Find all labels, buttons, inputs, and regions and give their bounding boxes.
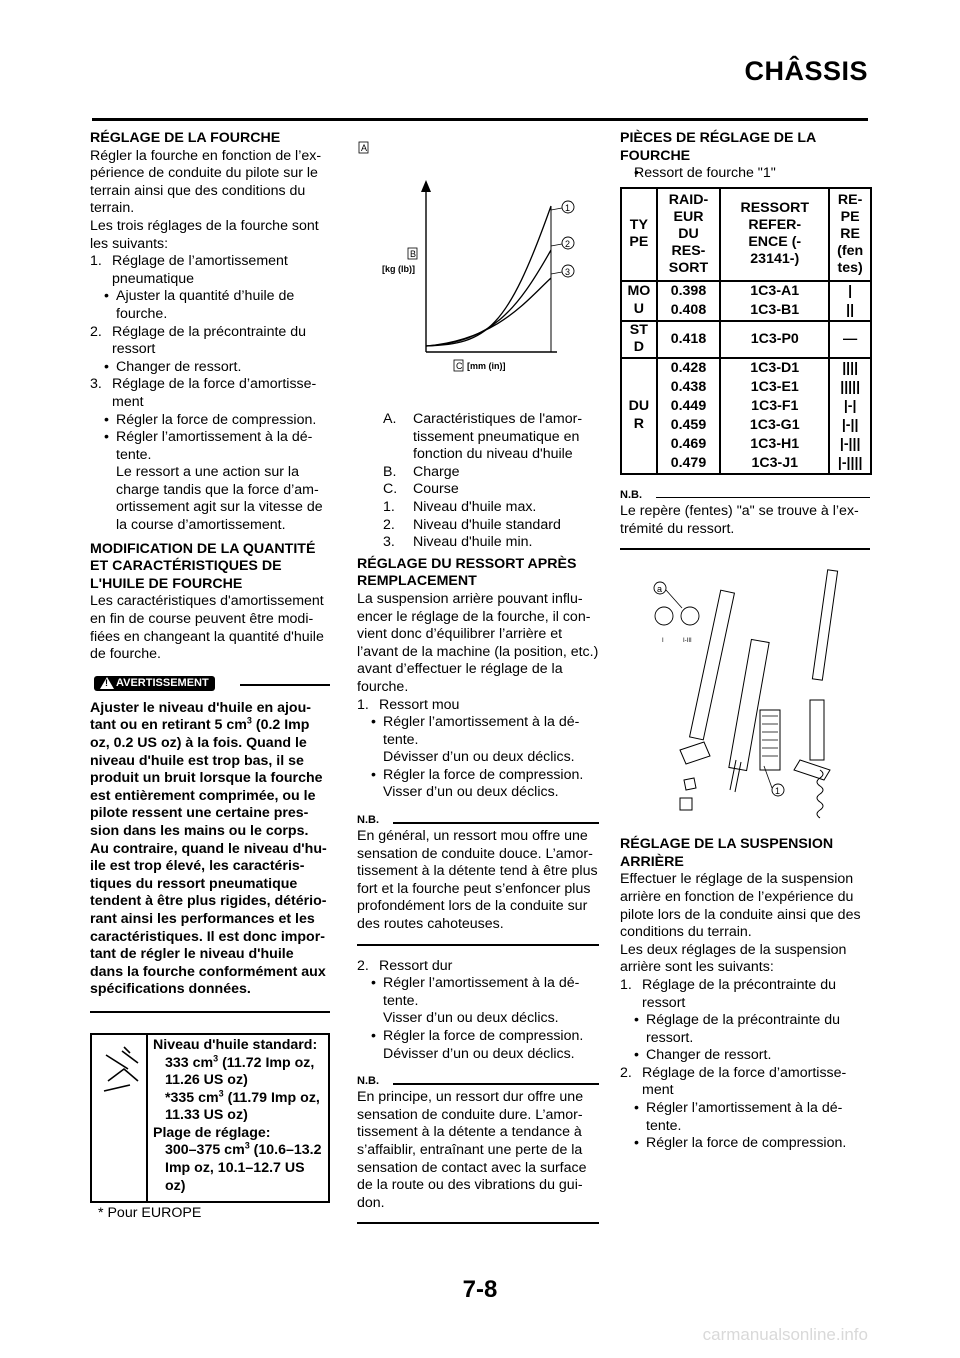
type-cell: MO U <box>621 281 657 321</box>
note-text: En principe, un ressort dur offre une sensation de conduite dure. L’amor-tissement à la détente a tendance à s’affaiblir, entraînant une perte de la sensation de contact avec la surface de la route ou des vibrations du gui-don. <box>357 1089 587 1211</box>
spec-value: 333 $cm^3$ (11.72 Imp oz, 11.26 US oz) <box>165 1052 315 1089</box>
bullet-item: • Changer de ressort. <box>90 359 330 377</box>
table-header: RE- PE RE (fen tes) <box>829 188 871 281</box>
note-text: Le repère (fentes) "a" se trouve à l’ex-trémité du ressort. <box>620 502 859 537</box>
note-label: N.B. <box>357 1075 379 1088</box>
caption-item: 1. Niveau d'huile max. <box>383 498 537 515</box>
ref-cell: 1C3-D1 1C3-E1 1C3-F1 1C3-G1 1C3-H1 1C3-J1 <box>720 358 829 474</box>
type-cell: ST D <box>621 321 657 358</box>
bullet-item: • Régler l’amortissement à la dé-tente. <box>90 429 330 464</box>
section-heading-fork-parts: PIÈCES DE RÉGLAGE DE LA FOURCHE <box>620 130 816 164</box>
bullet-item: • Régler la force de compression. <box>357 1028 599 1046</box>
paragraph: Les deux réglages de la suspension arrière sont les suivants: <box>620 941 847 976</box>
section-heading-oil-level: MODIFICATION DE LA QUANTITÉ ET CARACTÉRISTIQUES DE L'HUILE DE FOURCHE <box>90 540 316 592</box>
warning-text: Ajuster le niveau d'huile en ajou-tant ou en retirant 5 $cm^3$ (0.2 Imp oz, 0.2 US oz) à la fois. Quand le niveau d'huile est trop bas, il se produit un bruit lorsque la fourche est entièrement comprimée, ou le pilote ressent une certaine pres-sion dans les mains ou le corps. Au contraire, quand le niveau d'hu-ile est trop élevé, les caractéris-tiques du ressort pneumatique tendent à être plus rigides, détério-rant ainsi les performances et les caractéristiques. Il est donc impor-tant de régler le niveau d'huile dans la fourche conformément aux spécifications données. <box>90 699 327 998</box>
bullet-item: • Changer de ressort. <box>620 1047 870 1065</box>
spec-title: Niveau d'huile standard: <box>153 1036 318 1053</box>
indented-paragraph: Dévisser d’un ou deux déclics. <box>383 749 575 766</box>
note-header <box>357 814 599 828</box>
rate-cell: 0.398 0.408 <box>657 281 720 321</box>
mark-cell: — <box>829 321 871 358</box>
header-rule <box>92 118 868 121</box>
rate-cell: 0.428 0.438 0.449 0.459 0.469 0.479 <box>657 358 720 474</box>
exclamation-icon: ! <box>105 677 108 688</box>
ref-cell: 1C3-A1 1C3-B1 <box>720 281 829 321</box>
fig-mark-1: I <box>662 638 664 645</box>
caption-item: C. Course <box>383 481 459 498</box>
paragraph: Les trois réglages de la fourche sont les suivants: <box>90 217 319 252</box>
spec-values <box>148 1035 328 1201</box>
list-item: 2. Ressort dur <box>357 957 453 974</box>
curve-label-2: 2 <box>565 239 571 249</box>
column-left <box>90 130 330 1223</box>
list-item: 1. Réglage de la précontrainte du ressort <box>620 976 837 1011</box>
table-header-row <box>621 188 871 281</box>
section-heading-spring-replace: RÉGLAGE DU RESSORT APRÈS REMPLACEMENT <box>357 555 577 590</box>
watermark: carmanualsonline.info <box>702 1325 868 1344</box>
note-label: N.B. <box>357 814 379 827</box>
spec-box <box>90 1033 330 1203</box>
spec-value: 300–375 $cm^3$ (10.6–13.2 Imp oz, 10.1–12.7 US oz) <box>165 1140 322 1194</box>
list-item: 2. Réglage de la force d’amortisse-ment <box>620 1064 847 1099</box>
indented-paragraph: Dévisser d’un ou deux déclics. <box>383 1045 575 1062</box>
caption-item: 3. Niveau d'huile min. <box>383 534 533 551</box>
bullet-item: • Régler la force de compression. <box>620 1135 870 1153</box>
fig-mark-2: I-III <box>683 638 692 645</box>
spring-table <box>620 187 872 475</box>
warning-rule <box>240 684 330 686</box>
type-cell: DU R <box>621 358 657 474</box>
caption-item: B. Charge <box>383 463 460 480</box>
table-row <box>621 321 871 358</box>
page-number: 7-8 <box>462 1276 498 1303</box>
bullet-item: • Régler la force de compression. <box>90 412 330 430</box>
indented-paragraph: Visser d’un ou deux déclics. <box>383 784 559 801</box>
note-label: N.B. <box>620 488 642 501</box>
bullet-item: • Réglage de la précontrainte du ressort. <box>620 1012 870 1047</box>
warning-header <box>90 674 330 696</box>
spec-wrench-icon <box>92 1035 148 1201</box>
graph-caption <box>357 411 599 552</box>
mark-cell: |||| ||||| |-| |-|| |-||| |-|||| <box>829 358 871 474</box>
note-end-rule <box>357 944 599 946</box>
page-title: CHÂSSIS <box>744 56 868 86</box>
bullet-item: • Ressort de fourche "1" <box>620 165 870 183</box>
graph-label-a: A <box>361 143 368 153</box>
note-header <box>620 489 870 503</box>
spec-range-title: Plage de réglage: <box>153 1124 271 1141</box>
column-middle <box>357 140 599 1224</box>
table-row <box>621 281 871 321</box>
paragraph: Effectuer le réglage de la suspension arrière en fonction de l’expérience du pilote lors de la conduite ainsi que des conditions du terrain. <box>620 871 861 941</box>
warning-badge: ! AVERTISSEMENT <box>94 676 215 691</box>
indented-paragraph: Visser d’un ou deux déclics. <box>383 1010 559 1027</box>
note-text: En général, un ressort mou offre une sensation de conduite douce. L’amor-tissement à la détente tend à être plus fort et la fourche peut s’enfoncer plus profondément lors de la conduite sur des routes cahoteuses. <box>357 828 598 933</box>
list-item: 1. Réglage de l’amortissement pneumatique <box>90 253 288 287</box>
ref-cell: 1C3-P0 <box>720 321 829 358</box>
fork-exploded-view <box>620 560 870 830</box>
x-axis-unit: [mm (in)] <box>467 361 506 371</box>
caption-item: A. Caractéristiques de l'amor-tissement pneumatique en fonction du niveau d'huile <box>383 411 583 463</box>
indented-paragraph: Le ressort a une action sur la charge tandis que la force d’am-ortissement agit sur la vitesse de la course d’amortissement. <box>116 464 323 534</box>
bullet-item: • Régler l’amortissement à la dé-tente. <box>357 975 599 1010</box>
paragraph: Régler la fourche en fonction de l’ex-périence de conduite du pilote sur le terrain ainsi que des conditions du terrain. <box>90 147 322 217</box>
curve-label-1: 1 <box>565 203 571 213</box>
rate-cell: 0.418 <box>657 321 720 358</box>
y-axis-unit: [kg (lb)] <box>382 264 415 274</box>
note-header <box>357 1075 599 1089</box>
note-rule <box>393 822 599 824</box>
table-header: RAID- EUR DU RES- SORT <box>657 188 720 281</box>
section-heading-fork-adjust: RÉGLAGE DE LA FOURCHE <box>90 130 281 146</box>
section-heading-rear-suspension: RÉGLAGE DE LA SUSPENSION ARRIÈRE <box>620 836 834 870</box>
column-right <box>620 130 870 1153</box>
list-item: 2. Réglage de la précontrainte du ressort <box>90 323 307 358</box>
bullet-item: • Régler l’amortissement à la dé-tente. <box>357 714 599 749</box>
graph-label-b: B <box>410 249 417 259</box>
bullet-item: • Régler la force de compression. <box>357 767 599 785</box>
note-end-rule <box>357 1222 599 1224</box>
table-row <box>621 358 871 474</box>
table-header: RESSORT REFER- ENCE (- 23141-) <box>720 188 829 281</box>
list-item: 1. Ressort mou <box>357 696 460 713</box>
mark-cell: | || <box>829 281 871 321</box>
curve-label-3: 3 <box>565 267 571 277</box>
damping-graph <box>357 140 599 385</box>
fig-label-1: 1 <box>775 786 781 797</box>
paragraph: Les caractéristiques d'amortissement en fin de course peuvent être modi-fiées en changeant la quantité d'huile de fourche. <box>90 593 324 663</box>
spec-value: *335 $cm^3$ (11.79 Imp oz, 11.33 US oz) <box>165 1087 320 1124</box>
note-rule <box>393 1083 599 1085</box>
note-rule <box>656 497 870 499</box>
fig-label-a: a <box>657 584 663 595</box>
graph-label-c: C <box>456 361 463 371</box>
bullet-item: • Ajuster la quantité d’huile de fourche. <box>90 288 330 323</box>
caption-item: 2. Niveau d'huile standard <box>383 516 561 533</box>
bullet-item: • Régler l’amortissement à la dé-tente. <box>620 1100 870 1135</box>
paragraph: La suspension arrière pouvant influ-encer le réglage de la fourche, il con-vient donc d’équilibrer l’arrière et l’avant de la machine (la position, etc.) avant d’effectuer le réglage de la fourche. <box>357 590 599 695</box>
note-end-rule <box>620 548 870 550</box>
table-header: TY PE <box>621 188 657 281</box>
spec-footnote: * Pour EUROPE <box>98 1205 202 1222</box>
list-item: 3. Réglage de la force d’amortisse-ment <box>90 376 317 410</box>
warning-end-rule <box>90 1011 330 1013</box>
